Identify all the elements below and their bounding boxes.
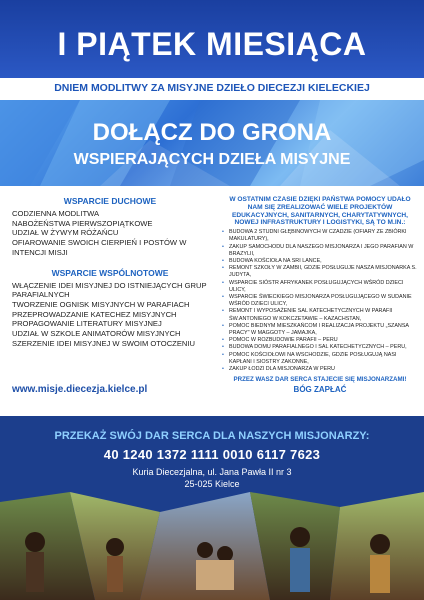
thanks-text: BÓG ZAPŁAĆ (293, 385, 347, 395)
address-line-2: 25-025 Kielce (184, 479, 240, 489)
mission-photo-collage (0, 492, 424, 600)
support-column (12, 196, 208, 348)
achievement-item: • BUDOWA DOMU PARAFIALNEGO I SAL KATECHETYCZNYCH – PERU, (222, 344, 418, 351)
achievement-item: • WSPARCIE SIÓSTR AFRYKANEK POSŁUGUJĄCYCH WŚRÓD DZIECI ULICY, (222, 280, 418, 294)
achievements-heading: W OSTATNIM CZASIE DZIĘKI PAŃSTWA POMOCY UDAŁO NAM SIĘ ZREALIZOWAĆ WIELE PROJEKTÓW EDUKACYJNYCH, SANITARNYCH, CHARYTATYWNYCH, NOWEJ INFRASTRUKTURY I LOGISTYKI, SĄ TO M.IN.: (229, 196, 411, 227)
page-subtitle: DNIEM MODLITWY ZA MISYJNE DZIEŁO DIECEZJI KIELECKIEJ (54, 82, 370, 94)
community-item: SZERZENIE IDEI MISYJNEJ W SWOIM OTOCZENIU (12, 338, 195, 348)
achievement-item: • REMONT I WYPOSAŻENIE SAL KATECHETYCZNYCH W PARAFII ŚW.ANTONIEGO W KOKCZETAWIE – KAZACHSTAN, (222, 308, 418, 322)
community-item: WŁĄCZENIE IDEI MISYJNEJ DO ISTNIEJĄCYCH GRUP PARAFIALNYCH (12, 280, 207, 300)
address-line-1: Kuria Diecezjalna, ul. Jana Pawła II nr 3 (132, 467, 292, 477)
community-item: UDZIAŁ W SZKOLE ANIMATORÓW MISYJNYCH (12, 329, 181, 339)
achievements-column (222, 196, 418, 394)
spiritual-item: CODZIENNA MODLITWA (12, 209, 100, 218)
achievement-item: • ZAKUP SAMOCHODU DLA NASZEGO MISJONARZA I JEGO PARAFIAN W BRAZYLII, (222, 244, 418, 258)
achievement-item: • ZAKUP ŁODZI DLA MISJONARZA W PERU (222, 366, 418, 373)
community-item: PRZEPROWADZANIE KATECHEZ MISYJNYCH (12, 309, 177, 319)
community-heading: WSPARCIE WSPÓLNOTOWE (51, 267, 169, 278)
hero-heading: DOŁĄCZ DO GRONA (92, 119, 332, 146)
spiritual-item: NABOŻEŃSTWA PIERWSZOPIĄTKOWE (12, 218, 153, 228)
page-title: I PIĄTEK MIESIĄCA (57, 26, 367, 62)
hero-subheading: WSPIERAJĄCYCH DZIEŁA MISYJNE (73, 151, 351, 168)
achievement-item: • POMOC BIEDNYM MIESZKAŃCOM I REALIZACJA PROJEKTU „SZANSA PRACY" W MAGGOTY – JAMAJKA, (222, 323, 418, 337)
achievement-item: • POMOC KOŚCIOŁOWI NA WSCHODZIE, GDZIE POSŁUGUJĄ NASI KAPŁANI I SIOSTRY ZAKONNE, (222, 352, 418, 366)
spiritual-item: UDZIAŁ W ŻYWYM RÓŻAŃCU (12, 228, 119, 238)
spiritual-heading: WSPARCIE DUCHOWE (63, 196, 157, 206)
photo-collage-image (0, 492, 424, 600)
bank-account-number: 40 1240 1372 1111 0010 6117 7623 (103, 447, 321, 462)
achievement-item: • BUDOWA KOŚCIOŁA NA SRI LANCE, (222, 258, 418, 265)
achievement-item: • POMOC W ROZBUDOWIE PARAFII – PERU (222, 337, 418, 344)
achievement-item: • BUDOWA 2 STUDNI GŁĘBINOWYCH W CZADZIE (OFIARY ZE ZBIÓRKI MAKULATURY), (222, 229, 418, 243)
spiritual-item: OFIAROWANIE SWOICH CIERPIEŃ I POSTÓW W INTENCJI MISJI (12, 238, 187, 257)
missionary-slogan: PRZEZ WASZ DAR SERCA STAJECIE SIĘ MISJONARZAMI! (233, 376, 407, 384)
community-item: TWORZENIE OGNISK MISYJNYCH W PARAFIACH (12, 299, 190, 309)
website-link[interactable]: www.misje.diecezja.kielce.pl (12, 384, 148, 395)
community-item: PROPAGOWANIE LITERATURY MISYJNEJ (12, 319, 162, 329)
achievement-item: • WSPARCIE ŚWIECKIEGO MISJONARZA POSŁUGUJĄCEGO W SUDANIE WŚRÓD DZIECI ULICY, (222, 294, 418, 308)
achievement-item: • REMONT SZKOŁY W ZAMBII, GDZIE POSŁUGUJE NASZA MISJONARKA S. JUDYTA, (222, 265, 418, 279)
donation-heading: PRZEKAŻ SWÓJ DAR SERCA DLA NASZYCH MISJONARZY: (54, 430, 370, 442)
